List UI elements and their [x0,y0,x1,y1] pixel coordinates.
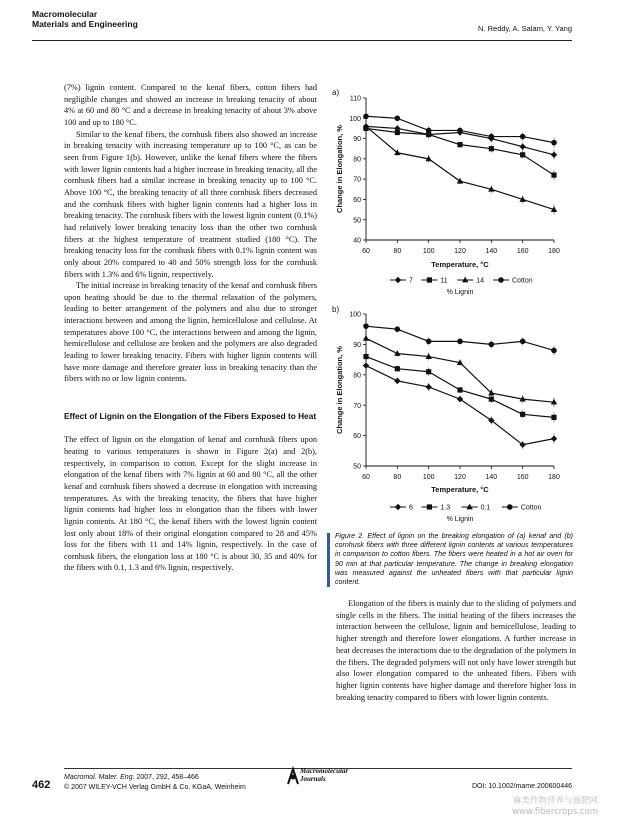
data-point [426,339,432,345]
data-point [489,146,494,151]
data-point [457,142,462,147]
journal-name-line2: Materials and Engineering [32,19,138,29]
x-tick-label: 60 [362,248,370,255]
legend-marker [427,504,432,509]
legend-label: 11 [440,277,448,285]
panel-label: a) [332,88,340,97]
x-tick-label: 80 [393,248,402,255]
left-column [64,82,317,574]
y-axis-label: Change in Elongation, % [335,346,344,434]
data-point [457,128,463,134]
figure-2 [332,82,580,532]
journal-name-line1: Macromolecular [32,9,98,19]
legend-label: 0.1 [480,504,491,512]
legend-marker [498,277,504,283]
y-tick-label: 110 [349,95,361,103]
y-tick-label: 100 [349,115,361,123]
data-point [363,354,368,359]
paragraph: Elongation of the fibers is mainly due to the sliding of polymers and single cells in the fibers. The initial heating of the fibers increases the interaction between the cellulose, lignin and hemicellulose, leading to higher strength and therefore lower elongations. A further increase in heat decreases the interactions due to the degradation of the polymers in the fibers. The degraded polymers will not only have lower strength but also lower elongation compared to the unheated fibers. Fibers with higher lignin contents have higher damage and therefore higher loss in breaking tenacity compared to fibers with lower lignin contents. [336,599,576,702]
legend-label: 6 [409,504,413,512]
x-tick-label: 180 [548,474,560,481]
y-tick-label: 50 [353,463,361,471]
data-point [519,143,525,149]
paragraph: The effect of lignin on the elongation of kenaf and cornhusk fibers upon heating to various temperatures is shown in Figure 2(a) and 2(b), respectively, in comparison to cotton. Except for the slight increase in elongation of the kenaf fibers with 7% lignin at 60 and 80 °C, all the other kenaf and cornhusk fibers showed a decrease in elongation with increasing temperatures. As with the breaking tenacity, the fibers that have higher lignin contents had higher loss in elongation than the fibers with lower lignin contents. At 180 °C, the kenaf fibers with the lowest lignin content lost only about 18% of their original elongation compared to 28 and 45% loss for the fibers with 11 and 14% lignin, respectively. In the case of cornhusk fibers, the elongation loss at 180 °C is about 30, 35 and 40% for the fibers with 0.1, 1.3 and 6% lignin, respectively. [64,435,317,573]
y-tick-label: 70 [353,402,361,410]
x-tick-label: 120 [454,474,466,481]
right-column [336,598,576,703]
y-tick-label: 40 [353,237,361,245]
y-axis-label: Change in Elongation, % [335,125,344,213]
x-tick-label: 160 [516,474,529,481]
data-point [395,326,401,332]
panel-label: b) [332,305,340,314]
y-tick-label: 80 [353,156,361,164]
figure-2-charts [332,82,580,532]
legend-marker [427,277,432,282]
page-number: 462 [32,779,51,791]
y-tick-label: 100 [349,311,361,319]
data-point [489,134,495,140]
watermark-line1: 麻类作物营养与施肥网 [512,796,598,806]
legend-label: 1.3 [440,504,451,512]
data-point [551,415,556,420]
citation-journal: Macromol. Mater. Eng. [64,774,135,781]
data-point [520,152,525,157]
legend-label: 7 [409,277,413,285]
data-point [363,323,369,329]
citation-volume: 2007, 292, 458–466 [134,774,199,781]
data-point [363,335,369,341]
data-point [426,128,432,134]
data-point [551,435,557,441]
logo-line2: Journals [300,775,326,783]
x-axis-label: Temperature, °C [431,485,489,494]
series-line [366,126,554,209]
copyright: © 2007 WILEY-VCH Verlag GmbH & Co. KGaA, Weinheim [64,783,246,791]
x-tick-label: 100 [422,474,435,481]
legend-marker [507,504,513,510]
data-point [395,130,400,135]
data-point [551,140,557,146]
y-tick-label: 60 [353,433,361,441]
section-heading: Effect of Lignin on the Elongation of the Fibers Exposed to Heat [64,411,317,422]
y-tick-label: 90 [353,342,361,349]
legend-label: Cotton [512,277,533,285]
running-authors: N. Reddy, A. Salam, Y. Yang [478,24,572,33]
data-point [457,178,463,184]
data-point [489,342,495,348]
journals-logo [286,766,349,788]
logo-mark-icon [286,766,300,786]
x-axis-label: Temperature, °C [431,260,489,269]
x-tick-label: 120 [454,248,466,255]
data-point [489,397,494,402]
watermark [512,796,598,818]
data-point [520,339,526,345]
data-point [394,378,400,384]
data-point [457,387,462,392]
data-point [425,384,431,390]
paragraph: Similar to the kenaf fibers, the cornhusk fibers also showed an increase in breaking tenacity with increasing temperature up to 100 °C, as can be seen from Figure 1(b). However, unlike the kenaf fibers where the fibers with lower lignin contents had a higher increase in breaking tenacity, all the cornhusk fibers had a similar increase in breaking tenacity up to 100 °C. Above 100 °C, the breaking tenacity of all three cornhusk fibers decreased and the cornhusk fibers with higher lignin contents had a higher loss in breaking tenacity. The cornhusk fibers with the lowest lignin content (0.1%) had relatively lower breaking tenacity loss than the other two cornhusk fibers at the highest temperature of treatment studied (180 °C). The breaking tenacity loss for the cornhusk fibers with 0.1% lignin content was only about 20% compared to 40 and 50% strength loss for the cornhusk fibers with 1.3% and 6% lignin, respectively. [64,129,317,279]
legend-label: 14 [476,277,484,285]
y-tick-label: 80 [353,372,361,380]
caption-accent-bar [327,533,330,587]
caption-text [335,532,573,587]
legend-marker [395,504,401,510]
x-tick-label: 60 [362,474,370,481]
x-tick-label: 140 [485,474,498,481]
caption-body: Effect of lignin on the breaking elongation of (a) kenaf and (b) cornhusk fibers with three different lignin contents at various temperatures in comparison to cotton fibers. The fibers were heated in a hot air oven for 90 min at that particular temperature. The change in breaking elongation was measured against the unheated fibers with that particular lignin content. [335,532,573,587]
paragraph: The initial increase in breaking tenacity of the kenaf and cornhusk fibers upon heating should be due to the thermal relaxation of the polymers, leading to better arrangement of the polymers and also due to stronger interactions between and among the lignin, hemicellulose and cellulose. At temperatures above 100 °C, the interactions between and among the lignin, hemicellulose and cellulose are broken and the polymers are also degraded leading to lower breaking tenacity. Fibers with higher lignin contents will have more damage and therefore greater loss in breaking tenacity than the fibers with no or low lignin contents. [64,281,317,384]
paragraph: (7%) lignin content. Compared to the kenaf fibers, cotton fibers had negligible changes and showed an increase in breaking tenacity of about 4% at 60 and 80 °C and a decrease in breaking tenacity of about 3% above 100 and up to 180 °C. [64,83,317,127]
data-point [520,412,525,417]
logo-line1: Macromolecular [300,767,349,775]
legend-title: % Lignin [446,289,474,296]
series-line [366,357,554,418]
data-point [520,134,526,140]
data-point [363,113,369,119]
y-tick-label: 90 [353,136,361,144]
x-tick-label: 180 [548,248,560,255]
legend-title: % Lignin [446,516,474,523]
watermark-line2: www.fibercrops.com [512,807,598,817]
data-point [551,152,557,158]
y-tick-label: 50 [353,217,361,225]
y-tick-label: 60 [353,197,361,205]
data-point [551,172,556,177]
y-tick-label: 70 [353,176,361,184]
data-point [551,348,557,354]
legend-label: Cotton [520,504,542,512]
data-point [426,369,431,374]
data-point [457,339,463,345]
x-tick-label: 80 [393,474,402,481]
header-rule [32,40,572,41]
footer-citation [64,773,246,792]
series-line [366,326,554,350]
x-tick-label: 100 [422,248,435,255]
doi: DOI: 10.1002/mame.200600446 [471,783,572,790]
x-tick-label: 160 [516,248,529,255]
figure-caption [327,532,575,588]
x-tick-label: 140 [485,248,498,255]
data-point [395,115,401,121]
legend-marker [395,277,401,283]
journal-name [32,9,138,29]
data-point [363,362,369,368]
series-line [366,366,554,445]
caption-label: Figure 2. [335,532,365,540]
data-point [395,366,400,371]
